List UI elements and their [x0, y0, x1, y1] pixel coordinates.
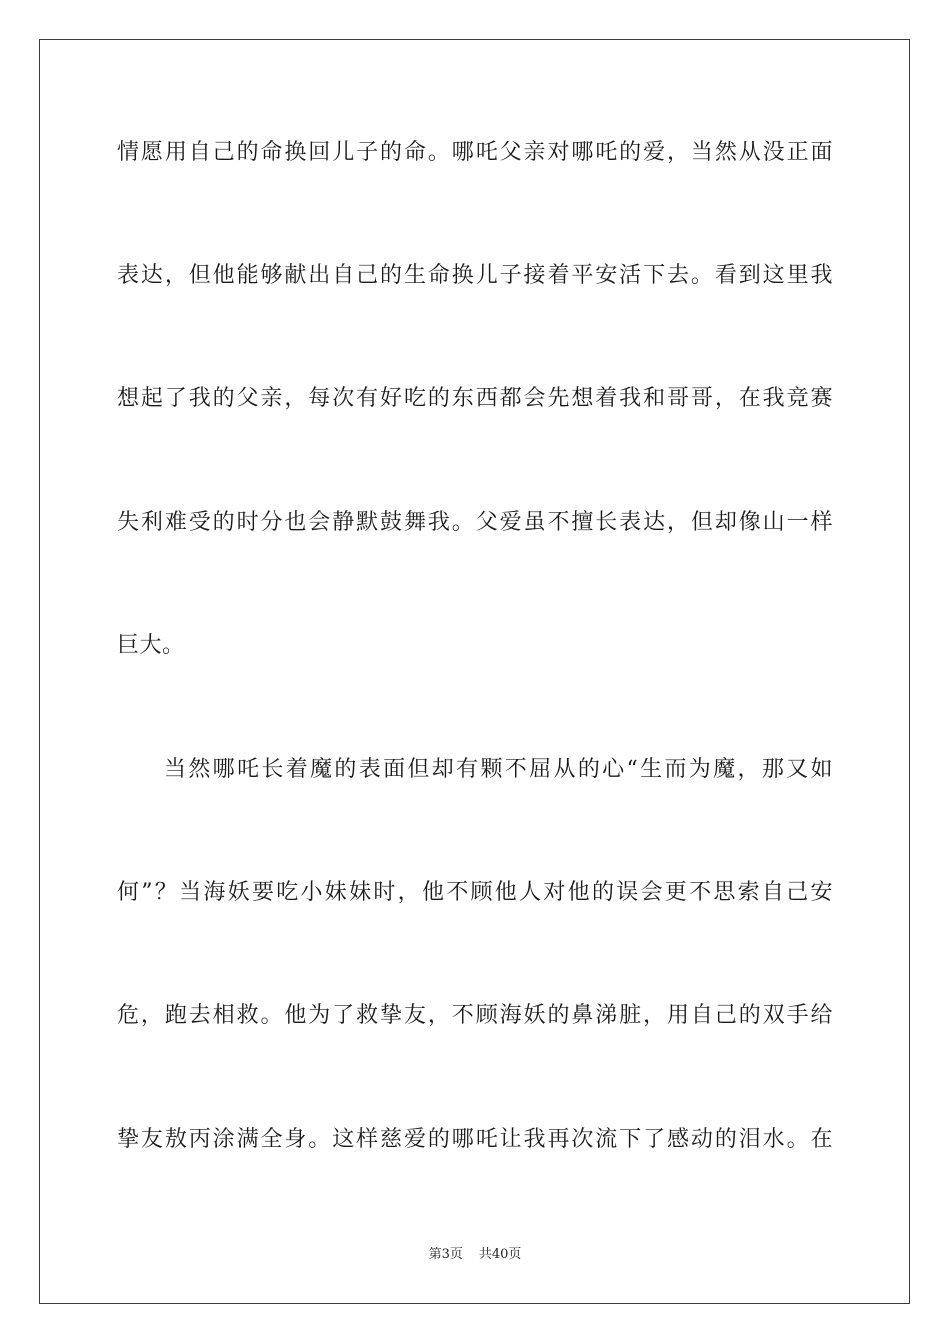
page-number: 第3页: [428, 1247, 463, 1262]
text-line-paragraph-start: 当然哪吒长着魔的表面但却有颗不屈从的心“生而为魔，那又如: [164, 757, 833, 782]
text-line: 想起了我的父亲，每次有好吃的东西都会先想着我和哥哥，在我竞赛: [117, 386, 833, 411]
text-line: 情愿用自己的命换回儿子的命。哪吒父亲对哪吒的爱，当然从没正面: [117, 140, 833, 165]
page-footer: [0, 1246, 950, 1264]
text-line: 危，跑去相救。他为了救挚友，不顾海妖的鼻涕脏，用自己的双手给: [117, 1003, 833, 1028]
text-line: 巨大。: [117, 633, 185, 658]
text-line: 何”？当海妖要吃小妹妹时，他不顾他人对他的误会更不思索自己安: [117, 880, 833, 905]
page-border: [39, 39, 910, 1304]
text-line: 挚友敖丙涂满全身。这样慈爱的哪吒让我再次流下了感动的泪水。在: [117, 1127, 833, 1152]
page-total: 共40页: [478, 1247, 522, 1262]
text-line: 表达，但他能够献出自己的生命换儿子接着平安活下去。看到这里我: [117, 263, 833, 288]
text-line: 失利难受的时分也会静默鼓舞我。父爱虽不擅长表达，但却像山一样: [117, 510, 833, 535]
